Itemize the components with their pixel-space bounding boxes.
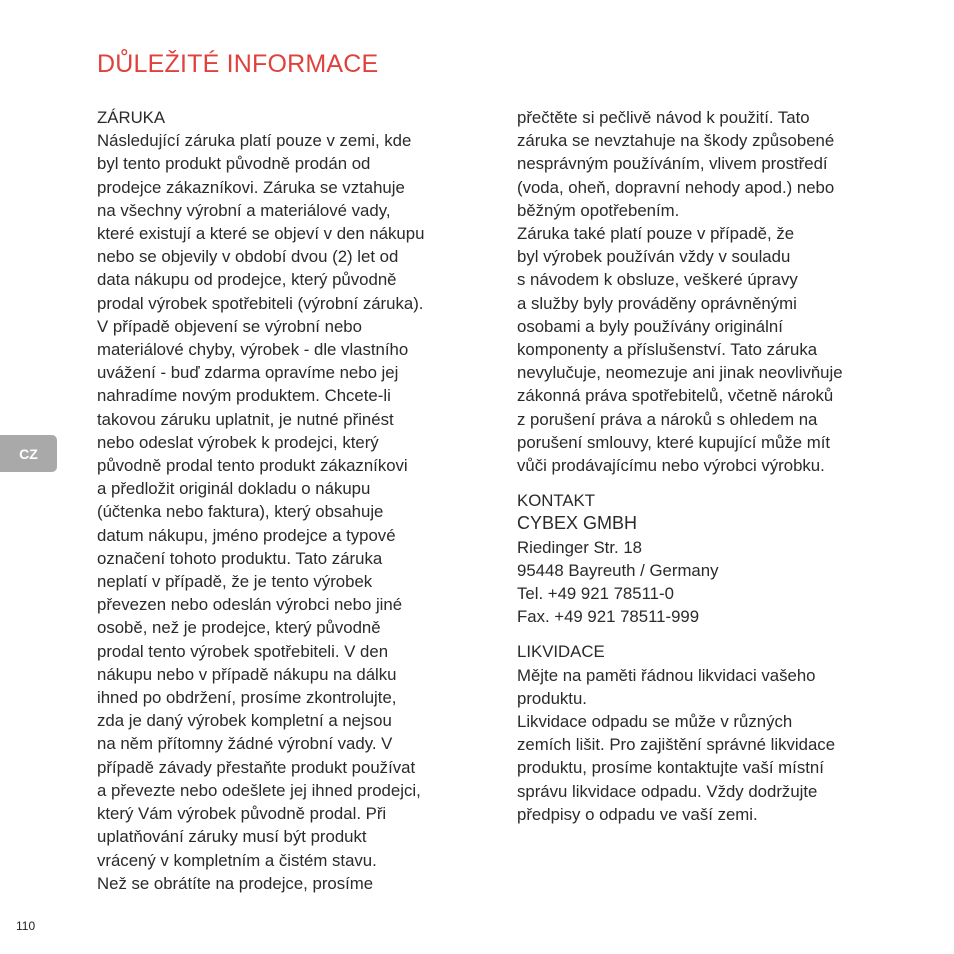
contact-city: 95448 Bayreuth / Germany	[517, 560, 719, 580]
text-line: takovou záruku uplatnit, je nutné přinést	[97, 409, 394, 429]
right-column	[517, 106, 907, 826]
text-line: který Vám výrobek původně prodal. Při	[97, 804, 387, 824]
text-line: Než se obrátíte na prodejce, prosíme	[97, 873, 374, 893]
text-line: produktu, prosíme kontaktujte vaší místní	[517, 758, 824, 778]
page-title: DŮLEŽITÉ INFORMACE	[97, 50, 379, 78]
warranty-heading: ZÁRUKA	[97, 108, 166, 127]
text-line: prodal výrobek spotřebiteli (výrobní záruka).	[97, 293, 424, 313]
contact-street: Riedinger Str. 18	[517, 537, 642, 557]
contact-fax: Fax. +49 921 78511-999	[517, 607, 700, 627]
text-line: předpisy o odpadu ve vaší zemi.	[517, 804, 758, 824]
text-line: neplatí v případě, že je tento výrobek	[97, 572, 373, 592]
text-line: nebo odeslat výrobek k prodejci, který	[97, 432, 379, 452]
text-line: nevylučuje, neomezuje ani jinak neovlivňuje	[517, 363, 843, 383]
contact-block	[517, 512, 907, 628]
text-line: nebo se objevily v období dvou (2) let od	[97, 247, 399, 267]
warranty-text-continued	[517, 106, 907, 477]
disposal-heading: LIKVIDACE	[517, 642, 605, 662]
text-line: osobami a byly používány originální	[517, 316, 783, 336]
text-line: případě závady přestaňte produkt používat	[97, 757, 416, 777]
text-line: a služby byly prováděny oprávněnými	[517, 293, 797, 313]
text-line: byl výrobek používán vždy v souladu	[517, 247, 791, 267]
text-line: a převezte nebo odešlete jej ihned prodejci,	[97, 780, 421, 800]
text-line: přečtěte si pečlivě návod k použití. Tato	[517, 108, 810, 127]
text-line: na něm přítomny žádné výrobní vady. V	[97, 734, 393, 754]
text-line: zákonná práva spotřebitelů, včetně nároků	[517, 386, 834, 406]
text-line: V případě objevení se výrobní nebo	[97, 316, 362, 336]
left-column	[97, 106, 489, 895]
text-line: datum nákupu, jméno prodejce a typové	[97, 525, 396, 545]
text-line: Záruka také platí pouze v případě, že	[517, 224, 795, 244]
text-line: zemích lišit. Pro zajištění správné likvidace	[517, 735, 836, 755]
text-line: které existují a které se objeví v den nákupu	[97, 224, 425, 244]
text-line: prodejce zákazníkovi. Záruka se vztahuje	[97, 177, 405, 197]
text-line: Následující záruka platí pouze v zemi, kde	[97, 131, 412, 151]
text-line: správu likvidace odpadu. Vždy dodržujte	[517, 781, 818, 801]
language-tab: CZ	[0, 435, 57, 472]
warranty-text	[97, 129, 489, 895]
text-line: vrácený v kompletním a čistém stavu.	[97, 850, 377, 870]
text-line: produktu.	[517, 688, 587, 708]
text-line: materiálové chyby, výrobek - dle vlastního	[97, 340, 409, 360]
text-line: byl tento produkt původně prodán od	[97, 154, 371, 174]
text-line: z porušení práva a nároků s ohledem na	[517, 409, 818, 429]
text-line: prodal tento výrobek spotřebiteli. V den	[97, 641, 389, 661]
text-line: označení tohoto produktu. Tato záruka	[97, 548, 383, 568]
text-line: ihned po obdržení, prosíme zkontrolujte,	[97, 688, 397, 708]
text-line: vůči prodávajícímu nebo výrobci výrobku.	[517, 456, 825, 476]
text-line: data nákupu od prodejce, který původně	[97, 270, 397, 290]
page-number: 110	[16, 919, 36, 933]
text-line: nákupu nebo v případě nákupu na dálku	[97, 664, 397, 684]
text-line: nahradíme novým produktem. Chcete-li	[97, 386, 391, 406]
text-line: zda je daný výrobek kompletní a nejsou	[97, 711, 392, 731]
text-line: běžným opotřebením.	[517, 200, 680, 220]
text-line: záruka se nevztahuje na škody způsobené	[517, 131, 835, 151]
text-line: převezen nebo odeslán výrobci nebo jiné	[97, 595, 403, 615]
text-line: uvážení - buď zdarma opravíme nebo jej	[97, 363, 399, 383]
text-line: s návodem k obsluze, veškeré úpravy	[517, 270, 798, 290]
text-line: uplatňování záruky musí být produkt	[97, 827, 367, 847]
text-line: na všechny výrobní a materiálové vady,	[97, 200, 391, 220]
text-line: původně prodal tento produkt zákazníkovi	[97, 456, 408, 476]
text-line: Likvidace odpadu se může v různých	[517, 712, 793, 732]
text-line: osobě, než je prodejce, který původně	[97, 618, 381, 638]
contact-company: CYBEX GMBH	[517, 513, 638, 534]
text-line: a předložit originál dokladu o nákupu	[97, 479, 371, 499]
contact-phone: Tel. +49 921 78511-0	[517, 584, 674, 604]
text-line: porušení smlouvy, které kupující může mít	[517, 432, 831, 452]
text-line: (účtenka nebo faktura), který obsahuje	[97, 502, 384, 522]
text-line: Mějte na paměti řádnou likvidaci vašeho	[517, 665, 816, 685]
text-line: nesprávným používáním, vlivem prostředí	[517, 154, 828, 174]
disposal-text	[517, 664, 907, 826]
text-line: (voda, oheň, dopravní nehody apod.) nebo	[517, 177, 835, 197]
text-line: komponenty a příslušenství. Tato záruka	[517, 340, 818, 360]
contact-heading: KONTAKT	[517, 491, 596, 511]
